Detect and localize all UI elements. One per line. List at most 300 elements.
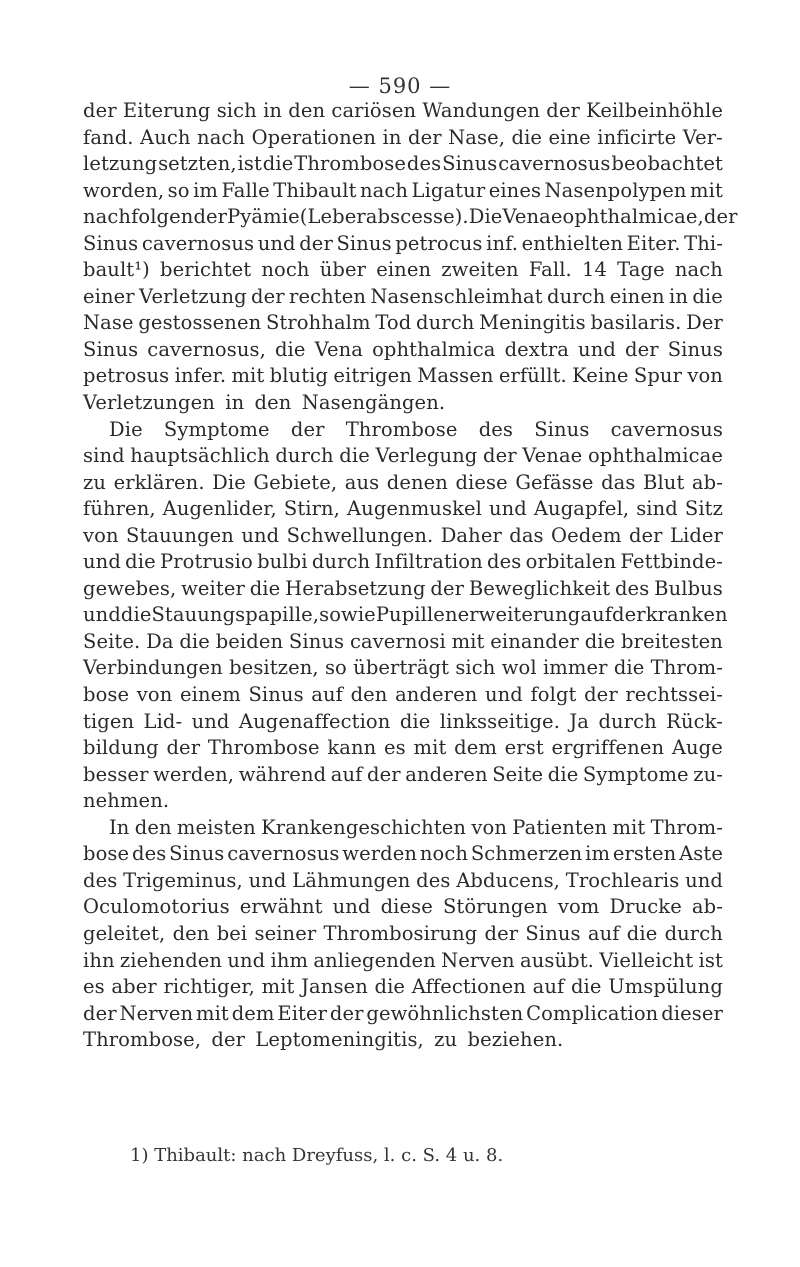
word: (Leberabscesse).: [299, 205, 469, 229]
word: des: [131, 842, 167, 866]
word: den: [172, 921, 210, 945]
word: sowie: [319, 603, 376, 627]
word: in: [263, 99, 283, 122]
word: ab-: [691, 470, 723, 494]
word: Thrombose: [294, 152, 407, 176]
word: richtiger,: [163, 975, 255, 999]
word: bulbi: [257, 550, 308, 574]
word: der: [299, 231, 333, 255]
word: der: [703, 205, 738, 229]
word: In: [109, 815, 130, 839]
word: durch: [275, 444, 334, 468]
word: die: [570, 975, 602, 999]
word: und: [241, 523, 280, 547]
word: immer: [542, 656, 608, 680]
word: es: [83, 975, 105, 999]
page-number: — 590 —: [348, 74, 452, 98]
word: beobachtet: [611, 152, 723, 176]
word: Augenmuskel: [346, 497, 482, 521]
word: so: [167, 178, 190, 202]
word: ab-: [691, 895, 723, 919]
word: erfüllt.: [498, 364, 567, 388]
word: Augenlider,: [162, 497, 277, 521]
word: erwähnt: [239, 895, 323, 919]
word: mit: [231, 364, 265, 388]
word: werden: [342, 842, 418, 866]
word: Der: [686, 311, 723, 335]
text-line: [83, 629, 723, 656]
word: ihm: [270, 948, 309, 972]
word: Trochlearis: [565, 868, 680, 892]
word: zu-: [693, 762, 723, 786]
word: während: [238, 762, 327, 786]
word: sich: [216, 99, 257, 122]
word: den: [350, 683, 388, 707]
word: der: [408, 125, 442, 149]
word: seiner: [254, 921, 317, 945]
word: enthielten: [521, 231, 624, 255]
word: die: [274, 337, 306, 361]
word: Verbindungen: [83, 656, 223, 680]
word: den: [134, 815, 172, 839]
word: einen: [609, 284, 665, 308]
word: die: [339, 444, 370, 468]
word: Tage: [617, 258, 665, 282]
word: Die: [212, 470, 246, 494]
word: Fall.: [528, 258, 572, 282]
word: cavernosi: [349, 629, 446, 653]
word: bildung: [83, 736, 159, 760]
word: wol: [501, 656, 537, 680]
word: ihn: [83, 948, 115, 972]
text-line: [83, 602, 728, 629]
text-line: [83, 231, 723, 258]
word: inficirte: [597, 125, 677, 149]
word: kann: [327, 736, 377, 760]
text-line: [83, 921, 723, 948]
word: nach: [360, 178, 409, 202]
word: Sinus: [169, 842, 225, 866]
word: mit: [413, 736, 447, 760]
word: Thrombose: [207, 736, 320, 760]
word: Abducens,: [456, 868, 560, 892]
word: durch: [664, 921, 723, 945]
word: vom: [557, 895, 600, 919]
word: die: [399, 709, 431, 733]
word: noch: [261, 258, 310, 282]
word: eitrigen: [333, 364, 412, 388]
word: gestossenen: [138, 311, 262, 335]
word: gewebes,: [83, 576, 177, 600]
word: und: [83, 603, 121, 627]
word: führen,: [83, 497, 156, 521]
word: ersten: [612, 842, 677, 866]
word: mit: [261, 975, 295, 999]
word: cavernosus: [141, 231, 255, 255]
word: Infiltration: [374, 550, 483, 574]
word: linksseitige.: [439, 709, 560, 733]
word: ist: [237, 152, 262, 176]
text-line: [83, 204, 738, 231]
word: mit: [612, 815, 646, 839]
word: Ja: [569, 709, 590, 733]
text-line: [83, 310, 723, 337]
word: Verletzung: [139, 284, 247, 308]
word: sind: [83, 444, 125, 468]
word: Sinus: [525, 921, 581, 945]
text-line: [83, 894, 723, 921]
word: Sinus: [248, 683, 304, 707]
word: des: [406, 152, 442, 176]
word: Gebiete,: [253, 470, 338, 494]
word: infer.: [174, 364, 227, 388]
word: cavernosus,: [147, 337, 266, 361]
word: diese: [455, 470, 508, 494]
word: Venae: [502, 205, 563, 229]
word: auf: [580, 603, 613, 627]
word: sich: [455, 656, 496, 680]
word: ophthalmica: [372, 337, 496, 361]
word: Sinus: [667, 337, 723, 361]
word: Vena: [314, 337, 364, 361]
word: denen: [386, 470, 448, 494]
word: der: [628, 523, 663, 547]
word: berichtet: [160, 258, 252, 282]
word: Krankengeschichten: [261, 815, 467, 839]
word: der: [430, 576, 465, 600]
word: Ligatur: [411, 178, 486, 202]
word: Augapfel,: [533, 497, 630, 521]
word: inf.: [486, 231, 519, 255]
text-line: [83, 363, 723, 390]
word: die: [249, 576, 281, 600]
word: Oedem: [551, 523, 622, 547]
word: Complication: [526, 1001, 659, 1025]
word: ziehenden: [119, 948, 223, 972]
word: Nasenpolypen: [544, 178, 687, 202]
footnote: 1) Thibault: nach Dreyfuss, l. c. S. 4 u. 8.: [130, 1145, 504, 1166]
word: von: [687, 364, 723, 388]
word: Rück-: [666, 709, 723, 733]
word: bose: [83, 842, 130, 866]
word: ophthalmicae,: [562, 205, 704, 229]
word: dextra: [504, 337, 569, 361]
word: der: [367, 762, 401, 786]
word: Stirn,: [283, 497, 340, 521]
word: hauptsächlich: [130, 444, 270, 468]
body-text: [83, 98, 738, 1054]
word: petrosus: [83, 364, 170, 388]
word: Lid-: [143, 709, 183, 733]
word: cavernosus: [227, 842, 340, 866]
word: Bulbus: [654, 576, 723, 600]
word: das: [509, 523, 544, 547]
word: noch: [419, 842, 469, 866]
word: cariösen: [331, 99, 417, 122]
word: des: [83, 868, 118, 892]
word: eines: [488, 178, 542, 202]
word: Aste: [679, 842, 723, 866]
word: im: [193, 178, 218, 202]
word: dieser: [661, 1001, 723, 1025]
word: des: [487, 550, 522, 574]
text-line: [83, 470, 723, 497]
text-line: [83, 496, 723, 523]
word: die: [547, 762, 579, 786]
word: cavernosus: [498, 152, 611, 176]
word: Falle: [221, 178, 270, 202]
word: anliegenden: [313, 948, 436, 972]
text-line: [83, 655, 723, 682]
word: nachfolgender: [83, 205, 228, 229]
word: Sinus: [83, 337, 139, 361]
word: Verlegung: [375, 444, 478, 468]
word: und: [685, 868, 723, 892]
word: Sitz: [684, 497, 723, 521]
text-line: [83, 98, 723, 125]
word: Sinus: [336, 231, 392, 255]
word: Patienten: [512, 815, 608, 839]
word: orbitalen: [525, 550, 617, 574]
word: 14: [582, 258, 608, 282]
word: erklären.: [113, 470, 205, 494]
word: ausübt.: [519, 948, 594, 972]
word: ist: [698, 948, 723, 972]
word: Tod: [375, 311, 412, 335]
word: Sinus: [83, 231, 139, 255]
word: die: [179, 629, 210, 653]
text-line: [83, 284, 723, 311]
word: die: [262, 152, 294, 176]
word: Sinus: [288, 629, 345, 653]
word: des: [416, 868, 451, 892]
word: der: [584, 683, 618, 707]
word: der: [329, 1001, 364, 1025]
text-line: [83, 709, 723, 736]
word: Wandungen: [422, 99, 541, 122]
word: gewöhnlichsten: [366, 1001, 524, 1025]
word: des: [614, 576, 650, 600]
text-line: [83, 151, 723, 178]
word: der: [484, 921, 519, 945]
text-line: [83, 841, 723, 868]
word: die: [125, 550, 156, 574]
text-line: Thrombose, der Leptomeningitis, zu beziehen.: [83, 1028, 564, 1052]
word: breitesten: [621, 629, 723, 653]
word: die: [511, 125, 543, 149]
word: in: [382, 125, 402, 149]
word: Blut: [643, 470, 685, 494]
word: die: [584, 629, 616, 653]
word: überträgt: [353, 656, 450, 680]
word: Venae: [522, 444, 583, 468]
word: tigen: [83, 709, 135, 733]
word: Umspülung: [608, 975, 723, 999]
word: durch: [311, 550, 371, 574]
word: von: [83, 523, 119, 547]
word: Thrombose: [345, 417, 458, 441]
text-line: [83, 549, 723, 576]
word: der: [290, 417, 325, 441]
word: und: [484, 683, 523, 707]
word: zweiten: [441, 258, 519, 282]
word: Nase,: [448, 125, 506, 149]
word: Schwellungen.: [286, 523, 434, 547]
word: und: [488, 497, 527, 521]
word: rechtssei-: [625, 683, 723, 707]
word: der: [251, 284, 285, 308]
word: aus: [344, 470, 380, 494]
text-line: [83, 337, 723, 364]
word: Gefässe: [515, 470, 594, 494]
word: ergriffenen: [551, 736, 665, 760]
text-line: [83, 178, 723, 205]
word: anderen: [395, 683, 478, 707]
word: aber: [111, 975, 157, 999]
text-line: [83, 523, 723, 550]
word: Symptome: [163, 417, 270, 441]
word: Nase: [83, 311, 134, 335]
word: die: [626, 921, 658, 945]
word: diese: [380, 895, 433, 919]
word: mit: [195, 1001, 229, 1025]
word: Keilbeinhöhle: [586, 99, 723, 122]
word: Lähmungen: [292, 868, 411, 892]
word: Keine: [572, 364, 629, 388]
word: letzung: [83, 152, 158, 176]
word: Symptome: [582, 762, 689, 786]
word: geleitet,: [83, 921, 166, 945]
word: die: [692, 284, 723, 308]
word: Die: [468, 205, 503, 229]
word: Die: [109, 417, 143, 441]
word: bault¹): [83, 258, 150, 282]
word: der: [83, 1001, 117, 1025]
word: besser: [83, 762, 149, 786]
word: des: [478, 417, 514, 441]
word: Nasenschleimhat: [370, 284, 543, 308]
word: besitzen,: [229, 656, 319, 680]
word: beiden: [215, 629, 284, 653]
word: Thibault: [273, 178, 357, 202]
word: mit: [451, 629, 485, 653]
text-line: [83, 1001, 723, 1028]
word: der: [83, 99, 117, 122]
word: einen: [376, 258, 432, 282]
word: dem: [231, 1001, 275, 1025]
word: ophthalmicae: [587, 444, 723, 468]
word: den: [288, 99, 326, 122]
word: der: [612, 603, 646, 627]
word: der: [166, 736, 201, 760]
word: auf: [330, 762, 363, 786]
word: bose: [83, 683, 130, 707]
word: und: [257, 231, 296, 255]
word: rechten: [289, 284, 367, 308]
word: einander: [490, 629, 579, 653]
word: folgt: [530, 683, 577, 707]
word: dem: [454, 736, 497, 760]
word: Operationen: [251, 125, 377, 149]
word: Beweglichkeit: [468, 576, 611, 600]
word: sind: [636, 497, 678, 521]
text-line: [83, 125, 723, 152]
word: Nerven: [441, 948, 515, 972]
text-line: [83, 868, 723, 895]
word: durch: [547, 284, 606, 308]
word: auf: [587, 921, 620, 945]
word: Oculomotorius: [83, 895, 230, 919]
word: bei: [216, 921, 248, 945]
text-line: [83, 762, 723, 789]
word: eine: [548, 125, 591, 149]
word: Daher: [440, 523, 502, 547]
word: petrocus: [395, 231, 483, 255]
word: Pyämie: [227, 205, 300, 229]
word: Störungen: [442, 895, 548, 919]
word: und: [248, 868, 287, 892]
word: werden,: [153, 762, 235, 786]
word: Pupillenerweiterung: [375, 603, 581, 627]
word: der: [546, 99, 580, 122]
word: mit: [690, 178, 723, 202]
word: und: [332, 895, 371, 919]
word: Sinus: [442, 152, 498, 176]
word: über: [319, 258, 367, 282]
text-line: nehmen.: [83, 789, 170, 813]
word: so: [324, 656, 347, 680]
word: durch: [598, 709, 657, 733]
word: Vielleicht: [599, 948, 694, 972]
word: setzten,: [158, 152, 237, 176]
word: meisten: [176, 815, 256, 839]
word: und: [227, 948, 266, 972]
text-line: [83, 974, 723, 1001]
word: Ver-: [682, 125, 723, 149]
word: basilaris.: [590, 311, 682, 335]
word: von: [136, 683, 173, 707]
text-line: [83, 443, 723, 470]
word: Jansen: [301, 975, 368, 999]
text-line: [83, 735, 723, 762]
word: Augenaffection: [238, 709, 391, 733]
word: einem: [179, 683, 241, 707]
word: die: [120, 603, 152, 627]
word: Spur: [633, 364, 683, 388]
word: Protrusio: [160, 550, 253, 574]
word: Eiterung: [122, 99, 211, 122]
word: Schmerzen: [470, 842, 583, 866]
text-line: [83, 417, 723, 444]
word: von: [471, 815, 507, 839]
word: Drucke: [609, 895, 682, 919]
word: Lider: [669, 523, 723, 547]
word: Thrombosirung: [323, 921, 478, 945]
text-line: [83, 815, 723, 842]
text-line: [83, 682, 723, 709]
word: Fettbinde-: [620, 550, 723, 574]
word: erst: [504, 736, 544, 760]
word: kranken: [645, 603, 728, 627]
word: Nerven: [119, 1001, 194, 1025]
word: Massen: [417, 364, 494, 388]
word: auf: [311, 683, 343, 707]
word: die: [374, 975, 406, 999]
word: es: [384, 736, 406, 760]
word: in: [668, 284, 688, 308]
word: zu: [83, 470, 107, 494]
word: Sinus: [534, 417, 590, 441]
